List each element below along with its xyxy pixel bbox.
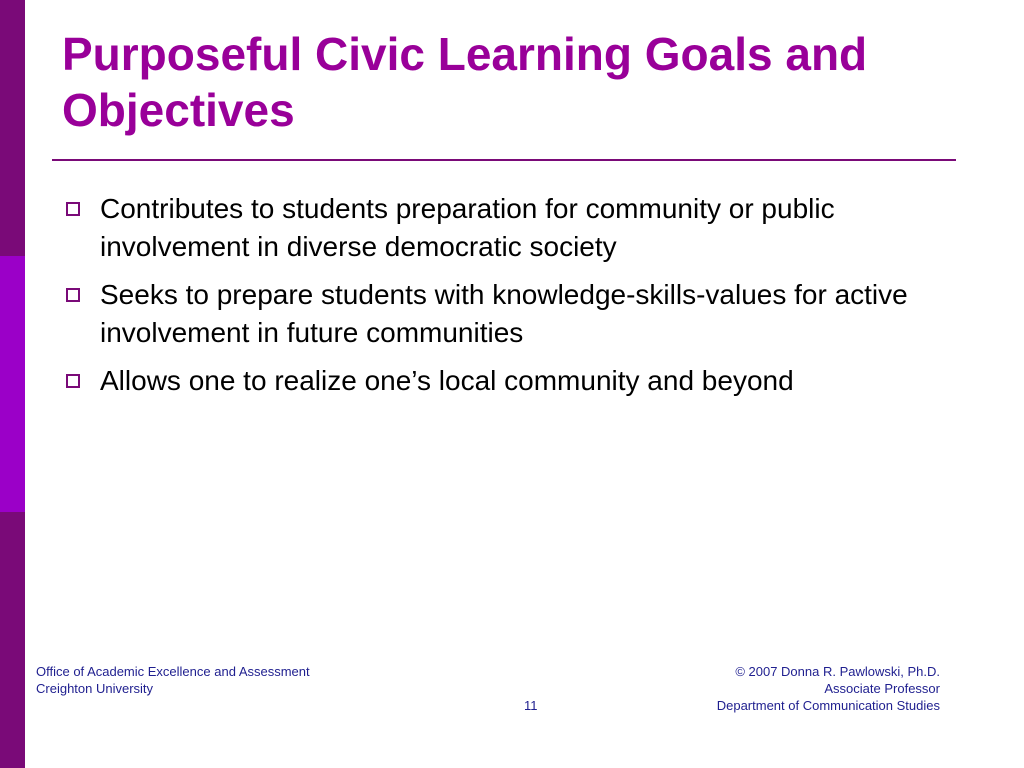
bullet-item (62, 190, 962, 266)
sidebar-band-top (0, 0, 25, 256)
bullet-item (62, 276, 962, 352)
footer-right (717, 663, 940, 714)
bullet-text: Allows one to realize one’s local community and beyond (100, 365, 794, 396)
footer-university: Creighton University (36, 681, 154, 696)
footer-department: Department of Communication Studies (716, 698, 940, 713)
slide-title: Purposeful Civic Learning Goals and Objectives (62, 28, 868, 136)
footer-copyright: © 2007 Donna R. Pawlowski, Ph.D. (735, 664, 940, 679)
footer-position: Associate Professor (824, 681, 940, 696)
footer-left (36, 663, 310, 697)
footer-office: Office of Academic Excellence and Assessment (36, 664, 310, 679)
bullet-item (62, 362, 962, 400)
title-divider (52, 159, 956, 161)
bullet-text: Contributes to students preparation for community or public involvement in diverse democratic society (100, 193, 835, 262)
hollow-square-icon (66, 374, 80, 388)
bullet-text: Seeks to prepare students with knowledge-skills-values for active involvement in future communities (100, 279, 908, 348)
sidebar-band-bottom (0, 512, 25, 768)
hollow-square-icon (66, 202, 80, 216)
slide-number: 11 (524, 698, 538, 713)
hollow-square-icon (66, 288, 80, 302)
bullet-list (62, 190, 962, 410)
sidebar-bar (0, 0, 25, 768)
sidebar-band-middle (0, 256, 25, 512)
